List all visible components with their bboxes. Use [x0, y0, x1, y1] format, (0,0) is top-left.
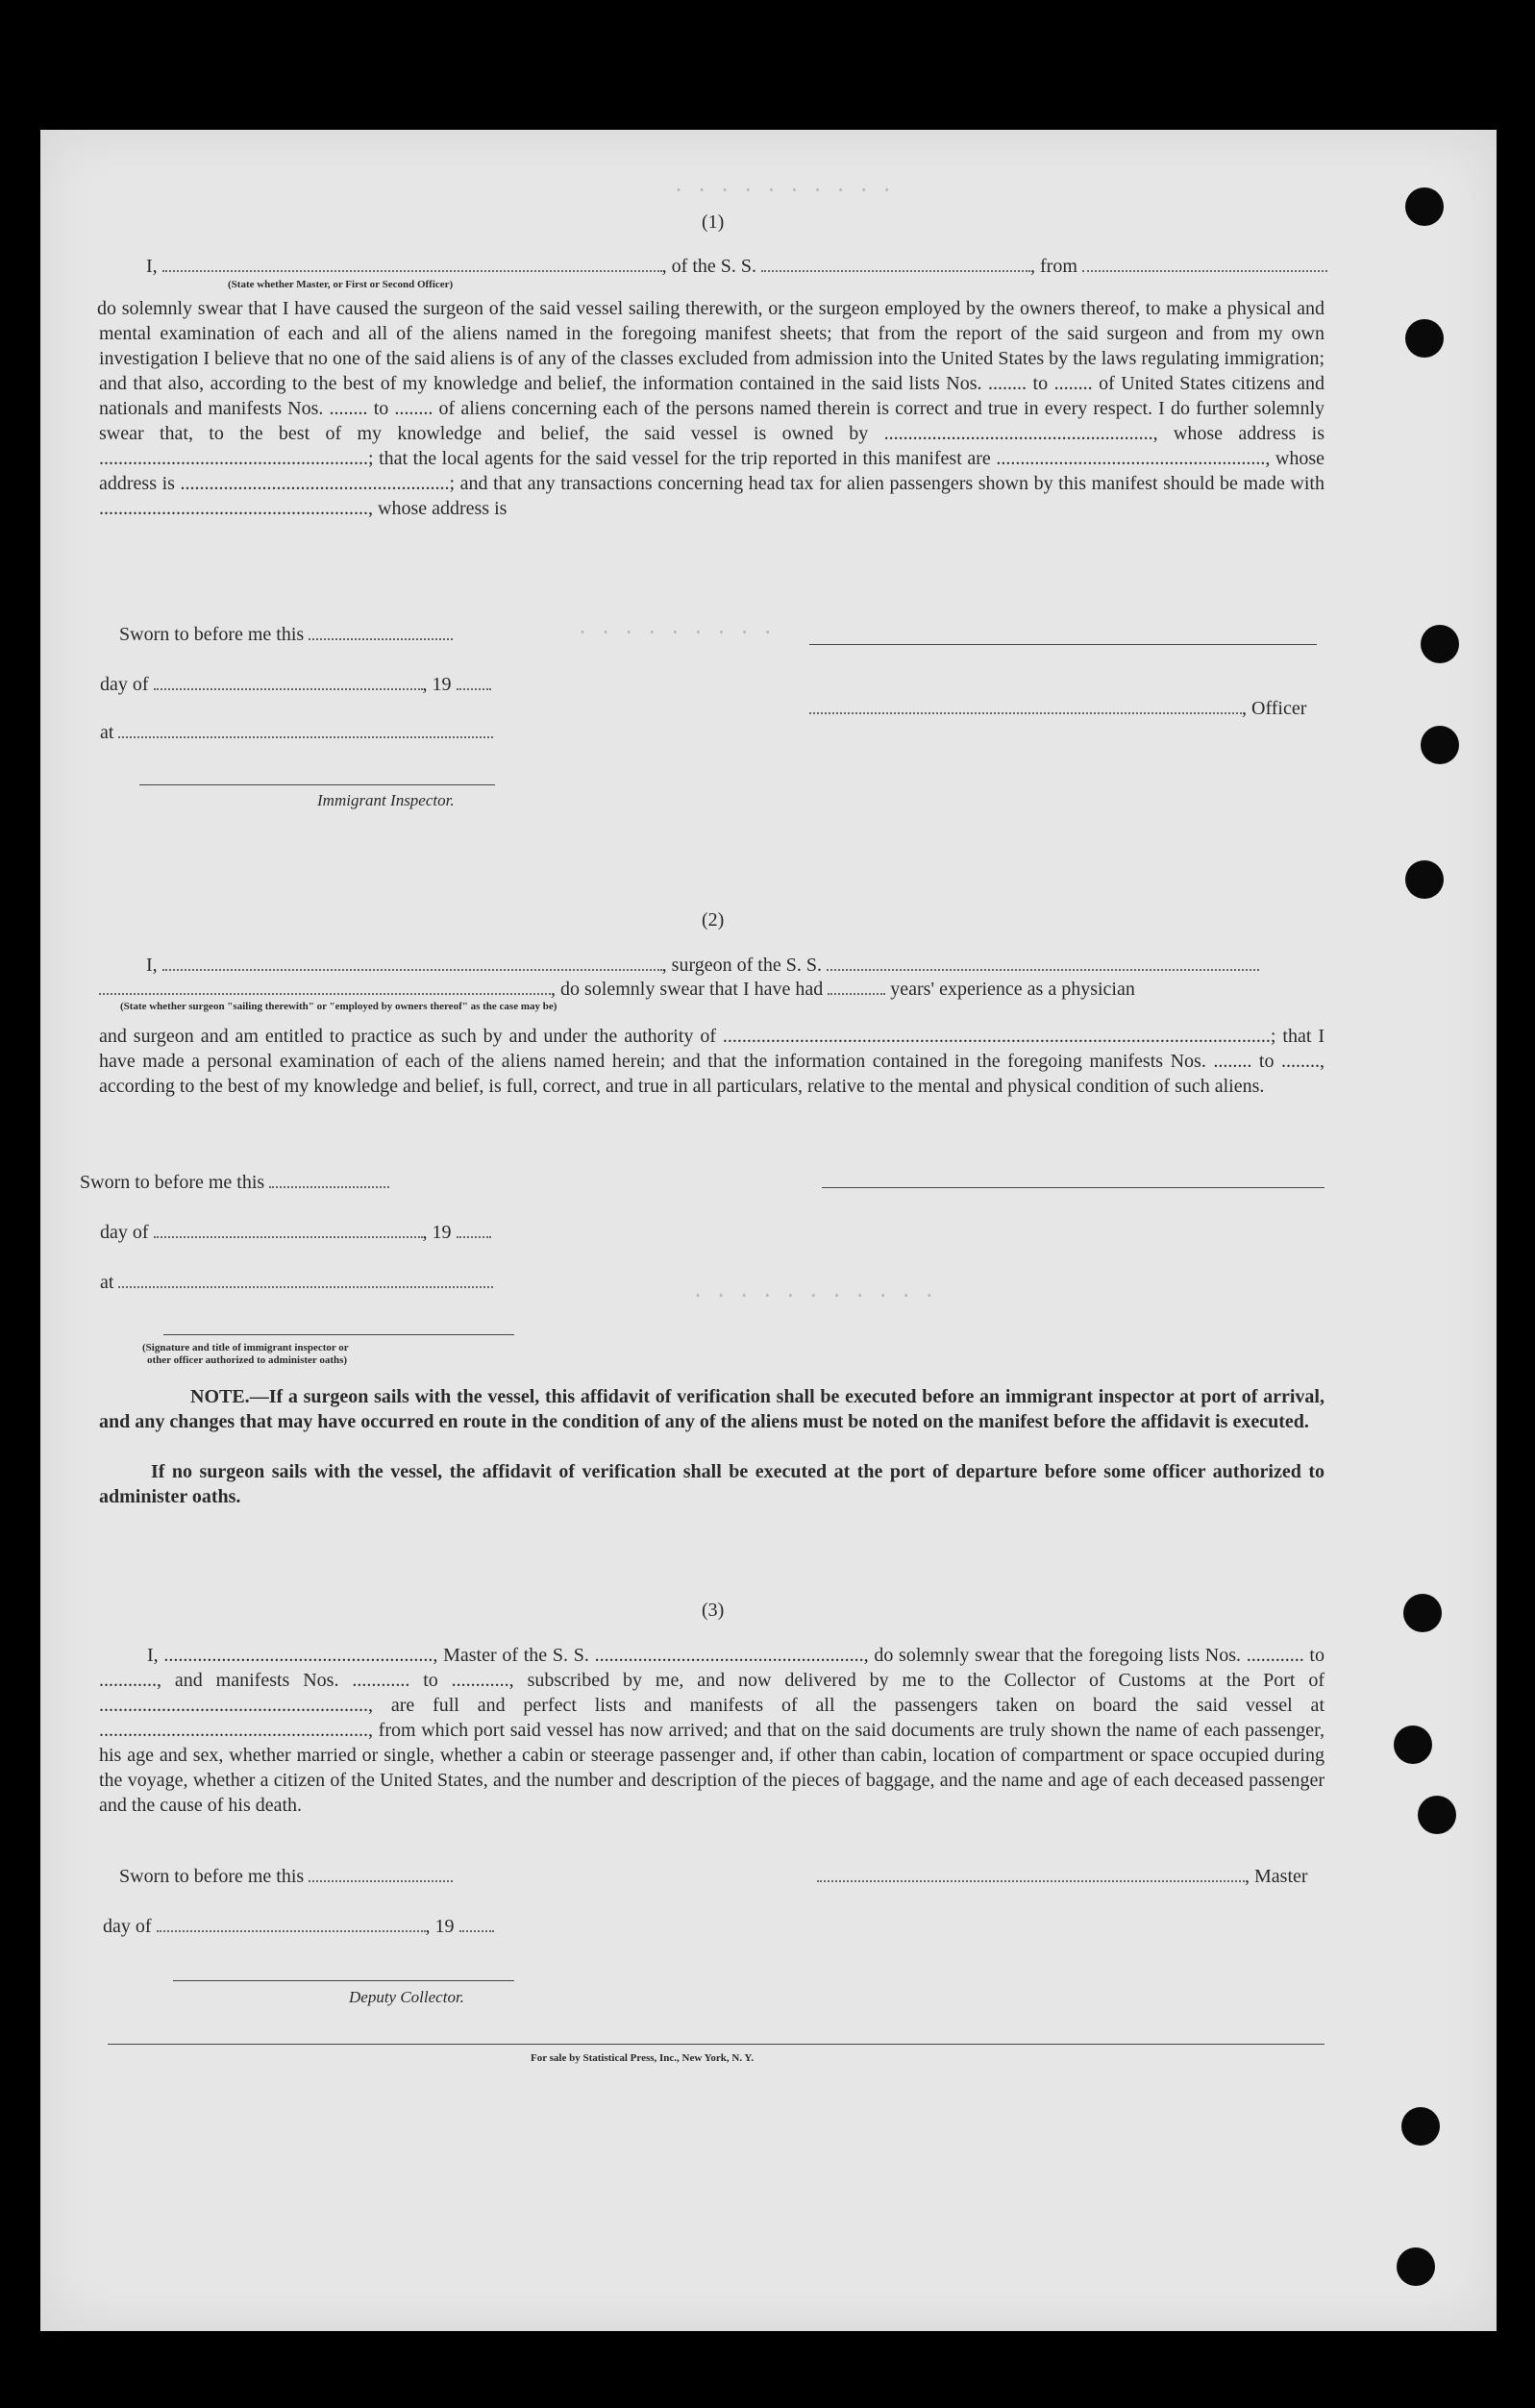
day-blank[interactable] [157, 1917, 426, 1932]
section1-line1: I, , of the S. S. , from [146, 255, 1327, 278]
punch-hole [1405, 860, 1444, 899]
bleed-through-text: . . . . . . . . . [577, 615, 774, 638]
surgeon-name-blank[interactable] [162, 956, 662, 971]
punch-hole [1418, 1796, 1456, 1834]
note-paragraph: NOTE.—If a surgeon sails with the vessel, this affidavit of verification shall be executed before an immigrant inspector at port of arrival, and any changes that may have occurred en route in the condition of any of the aliens must be noted on the manifest before the affidavit is executed. [99, 1386, 1325, 1432]
section3-number: (3) [702, 1600, 725, 1621]
officer-signature: , Officer [809, 697, 1306, 720]
surgeon-signature-line [822, 1187, 1325, 1188]
punch-hole [1405, 319, 1444, 358]
section2-at: at [100, 1271, 493, 1294]
signature-note: other officer authorized to administer oaths) [147, 1354, 348, 1366]
surgeon-vessel-blank[interactable] [827, 956, 1259, 971]
day-blank[interactable] [154, 675, 423, 690]
inspector-signature-line [139, 784, 495, 785]
authorizer-signature-line [163, 1334, 514, 1335]
at-blank[interactable] [118, 723, 493, 738]
punch-hole [1405, 187, 1444, 226]
section1-number: (1) [702, 211, 725, 233]
inspector-caption: Immigrant Inspector. [317, 791, 455, 809]
sworn-blank[interactable] [309, 625, 453, 640]
printer-imprint: For sale by Statistical Press, Inc., New York, N. Y. [531, 2052, 755, 2064]
section2-line2: , do solemnly swear that I have had years' experience as a physician [99, 978, 1135, 1001]
at-blank[interactable] [118, 1273, 493, 1288]
section2-line1: I, , surgeon of the S. S. [146, 954, 1259, 977]
section1-sworn: Sworn to before me this [119, 623, 453, 646]
section3-paragraph: I, ........................................................, Master of the S. S. ........................................................, do solemnly swear that the foregoing lists Nos. ............ to ............, and manifests Nos. ............ to ............, subscribed by me, and now delivered by me to the Collector of Customs at the Port of ........................................................, are full and perfect lists and manifests of all the passengers taken on board the said vessel at ........................................................, from which port said vessel has now arrived; and that on the said documents are truly shown the name of each passenger, his age and sex, whether married or single, whether a cabin or steerage passenger and, if other than cabin, location of compartment or space occupied during the voyage, whether a citizen of the United States, and the number and description of the pieces of baggage, and the name and age of each deceased passenger and the cause of his death. [99, 1645, 1325, 1816]
master-blank[interactable] [817, 1867, 1245, 1882]
master-signature: , Master [817, 1865, 1308, 1888]
section2-sworn: Sworn to before me this [80, 1171, 389, 1194]
bleed-through-text: . . . . . . . . . . [673, 173, 893, 196]
vessel-blank[interactable] [761, 257, 1030, 272]
section2-paragraph: and surgeon and am entitled to practice as such by and under the authority of ..................................................................................................................; that I have made a personal examination of each of the aliens named herein; and that the information contained in the foregoing manifests Nos. ........ to ........, according to the best of my knowledge and belief, is full, correct, and true in all particulars, relative to the mental and physical condition of such aliens. [99, 1026, 1325, 1097]
punch-hole [1421, 625, 1459, 663]
name-blank[interactable] [162, 257, 662, 272]
punch-hole [1403, 1594, 1442, 1632]
punch-hole [1421, 726, 1459, 764]
day-blank[interactable] [154, 1223, 423, 1238]
from-blank[interactable] [1082, 257, 1327, 272]
sworn-blank[interactable] [309, 1867, 453, 1882]
footer-rule [108, 2044, 1325, 2045]
officer-note: (State whether Master, or First or Second Officer) [228, 279, 454, 290]
officer-blank[interactable] [809, 699, 1242, 714]
collector-caption: Deputy Collector. [349, 1988, 464, 2006]
year-blank[interactable] [457, 675, 491, 690]
section2-day-of: day of , 19 [100, 1221, 491, 1244]
year-blank[interactable] [457, 1223, 491, 1238]
section2-number: (2) [702, 909, 725, 931]
section3-sworn: Sworn to before me this [119, 1865, 453, 1888]
signature-note: (Signature and title of immigrant inspector or [142, 1342, 349, 1353]
officer-signature-line [809, 644, 1317, 645]
surgeon-blank[interactable] [99, 980, 551, 995]
section1-paragraph: do solemnly swear that I have caused the surgeon of the said vessel sailing therewith, or the surgeon employed by the owners thereof, to make a physical and mental examination of each and all of the aliens named in the foregoing manifest sheets; that from the report of the said surgeon and from my own investigation I believe that no one of the said aliens is of any of the classes excluded from admission into the United States by the laws regulating immigration; and that also, according to the best of my knowledge and belief, the information contained in the said lists Nos. ........ to ........ of United States citizens and nationals and manifests Nos. ........ to ........ of aliens concerning each of the persons named therein is correct and true in every respect. I do further solemnly swear that, to the best of my knowledge and belief, the said vessel is owned by ........................................................, whose address is ........................................................; that the local agents for the said vessel for the trip reported in this manifest are ........................................................, whose address is ........................................................; and that any transactions concerning head tax for alien passengers shown by this manifest should be made with ........................................................, whose address is [97, 298, 1325, 519]
section1-at: at [100, 721, 493, 744]
note-paragraph: If no surgeon sails with the vessel, the affidavit of verification shall be executed at the port of departure before some officer authorized to administer oaths. [99, 1461, 1325, 1507]
section1-day-of: day of , 19 [100, 673, 491, 696]
punch-hole [1394, 1725, 1432, 1764]
note-label: NOTE. [190, 1386, 250, 1407]
punch-hole [1401, 2107, 1440, 2146]
punch-hole [1397, 2247, 1435, 2286]
year-blank[interactable] [459, 1917, 494, 1932]
years-blank[interactable] [828, 980, 885, 995]
sworn-blank[interactable] [269, 1173, 389, 1188]
surgeon-note: (State whether surgeon "sailing therewith" or "employed by owners thereof" as the case may be) [120, 1001, 557, 1012]
collector-signature-line [173, 1980, 514, 1981]
bleed-through-text: . . . . . . . . . . . [692, 1278, 935, 1302]
section3-day-of: day of , 19 [103, 1915, 494, 1938]
